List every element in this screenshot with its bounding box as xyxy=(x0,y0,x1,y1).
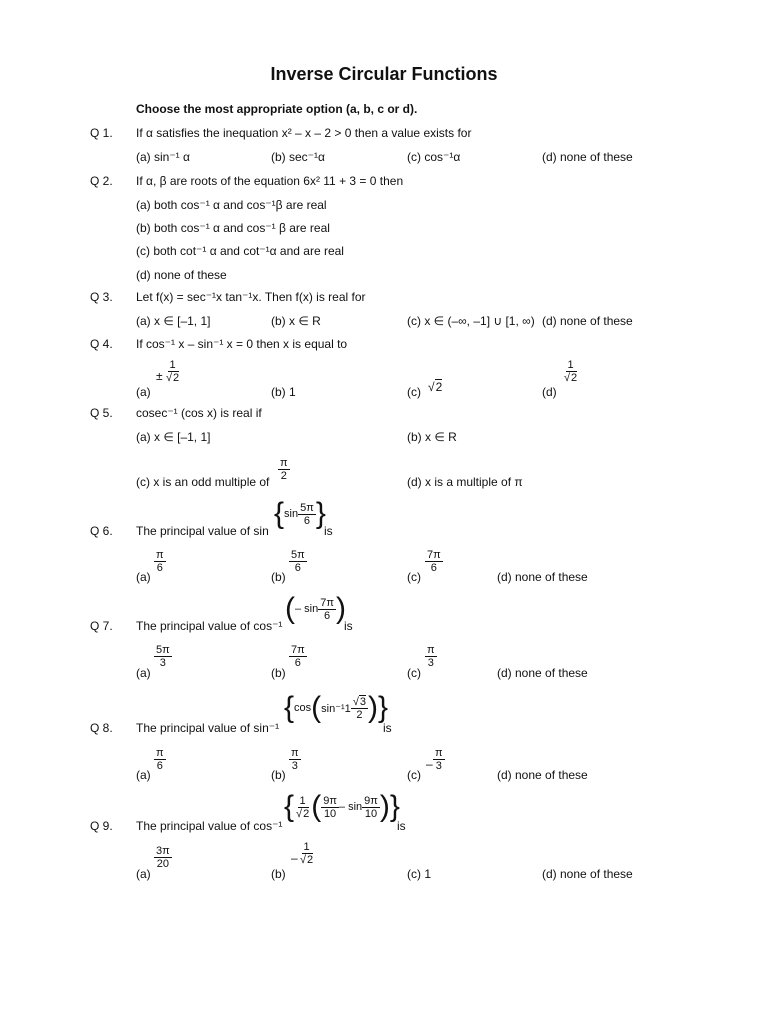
option-b: (b) 1 xyxy=(271,385,296,399)
question-text-end: is xyxy=(324,524,333,538)
numerator: 9π xyxy=(323,794,337,807)
option-d: (d) x is a multiple of π xyxy=(407,475,523,489)
radicand: 3 xyxy=(359,695,366,708)
option-b-fraction xyxy=(289,747,301,772)
question-text-end: is xyxy=(397,819,406,833)
numerator: 9π xyxy=(364,794,378,807)
option-a: (a) x ∈ [–1, 1] xyxy=(136,430,211,444)
numerator: π xyxy=(291,747,299,759)
option-b: (b) xyxy=(271,666,286,680)
option-a-fraction xyxy=(154,644,172,669)
denominator: 6 xyxy=(324,609,331,622)
question-text-end: is xyxy=(383,721,392,735)
question-text: If α satisfies the inequation x² – x – 2 > 0 then a value exists for xyxy=(136,126,472,140)
question-number: Q 3. xyxy=(90,290,113,304)
question-text: The principal value of sin xyxy=(136,524,269,538)
option-d: (d) xyxy=(542,385,557,399)
numerator: 5π xyxy=(291,549,305,561)
option-c-fraction xyxy=(278,457,290,482)
option-c-fraction xyxy=(425,549,443,574)
question-text: The principal value of cos⁻¹ xyxy=(136,619,283,633)
radicand: 2 xyxy=(303,807,310,820)
question-number: Q 9. xyxy=(90,819,113,833)
numerator: π xyxy=(280,457,288,469)
numerator: 3π xyxy=(156,845,170,857)
question-text: cosec⁻¹ (cos x) is real if xyxy=(136,406,262,420)
numerator: 1 xyxy=(303,841,310,853)
option-a: (a) xyxy=(136,666,151,680)
option-b: (b) sec⁻¹α xyxy=(271,150,325,164)
plus-minus-sign: ± xyxy=(156,369,163,383)
radicand: 2 xyxy=(571,372,578,384)
question-number: Q 7. xyxy=(90,619,113,633)
right-brace: } xyxy=(377,691,389,724)
option-d: (d) none of these xyxy=(136,268,227,282)
minus-sign: – xyxy=(426,757,433,771)
instructions: Choose the most appropriate option (a, b, c or d). xyxy=(136,102,418,116)
option-a-fraction xyxy=(164,359,181,384)
radicand: 2 xyxy=(435,380,443,394)
denominator: 6 xyxy=(303,514,311,527)
denominator: 6 xyxy=(430,562,437,574)
numerator: π xyxy=(435,747,443,759)
denominator: √2 xyxy=(166,372,180,384)
option-a-fraction xyxy=(154,747,166,772)
option-d: (d) none of these xyxy=(542,867,633,881)
option-d: (d) none of these xyxy=(542,314,633,328)
numerator: √3 xyxy=(352,695,366,708)
question-text: The principal value of sin⁻¹ xyxy=(136,721,280,735)
numerator: π xyxy=(427,644,435,656)
left-paren: ( xyxy=(311,790,322,823)
option-b: (b) both cos⁻¹ α and cos⁻¹ β are real xyxy=(136,221,330,235)
numerator: 5π xyxy=(300,501,314,514)
denominator: 2 xyxy=(356,708,363,721)
option-c: (c) xyxy=(407,666,421,680)
right-brace: } xyxy=(315,497,326,530)
option-c: (c) 1 xyxy=(407,867,431,881)
option-d-fraction xyxy=(562,359,579,384)
option-b: (b) xyxy=(271,867,286,881)
option-c-fraction xyxy=(433,747,445,772)
numerator: 1 xyxy=(567,359,574,371)
angle-fraction xyxy=(321,795,339,820)
page-title: Inverse Circular Functions xyxy=(270,64,498,84)
option-d: (d) none of these xyxy=(497,570,588,584)
question-number: Q 4. xyxy=(90,337,113,351)
angle-fraction xyxy=(298,502,316,527)
denominator: √2 xyxy=(300,854,314,866)
option-d: (d) none of these xyxy=(497,666,588,680)
denominator: 10 xyxy=(364,807,378,820)
option-a: (a) sin⁻¹ α xyxy=(136,150,190,164)
left-paren: ( xyxy=(311,691,322,724)
cos-function: cos xyxy=(294,702,312,714)
angle-fraction xyxy=(318,597,336,622)
question-number: Q 1. xyxy=(90,126,113,140)
option-c: (c) xyxy=(407,768,421,782)
value-fraction xyxy=(351,696,368,721)
sine-angle-fraction xyxy=(362,795,380,820)
denominator: 6 xyxy=(156,760,163,772)
question-expression xyxy=(284,792,400,822)
option-c-fraction xyxy=(425,644,437,669)
question-text-end: is xyxy=(344,619,353,633)
denominator: 10 xyxy=(323,807,337,820)
denominator: 6 xyxy=(294,657,301,669)
denominator: 20 xyxy=(156,858,169,870)
option-b: (b) xyxy=(271,768,286,782)
option-a: (a) xyxy=(136,385,151,399)
question-text: Let f(x) = sec⁻¹x tan⁻¹x. Then f(x) is real for xyxy=(136,290,366,304)
denominator: 6 xyxy=(156,562,163,574)
numerator: 7π xyxy=(320,596,334,609)
right-paren: ) xyxy=(335,592,346,625)
option-d: (d) none of these xyxy=(542,150,633,164)
denominator: √2 xyxy=(296,807,310,820)
option-c: (c) both cot⁻¹ α and cot⁻¹α and are real xyxy=(136,244,344,258)
left-brace: { xyxy=(284,790,295,823)
right-paren: ) xyxy=(379,790,390,823)
option-d: (d) none of these xyxy=(497,768,588,782)
denominator: 3 xyxy=(427,657,434,669)
option-b: (b) xyxy=(271,570,286,584)
numerator: 7π xyxy=(427,549,441,561)
question-text: If α, β are roots of the equation 6x² 11 + 3 = 0 then xyxy=(136,174,404,188)
left-brace: { xyxy=(274,497,285,530)
option-a: (a) both cos⁻¹ α and cos⁻¹β are real xyxy=(136,198,327,212)
option-c: (c) x is an odd multiple of xyxy=(136,475,270,489)
option-a-fraction xyxy=(154,549,166,574)
question-number: Q 2. xyxy=(90,174,113,188)
question-expression xyxy=(274,499,326,529)
minus-sign: – xyxy=(291,851,298,865)
numerator: π xyxy=(156,549,164,561)
option-a-fraction xyxy=(154,845,172,870)
radicand: 2 xyxy=(173,372,180,384)
option-b: (b) x ∈ R xyxy=(271,314,321,328)
question-number: Q 8. xyxy=(90,721,113,735)
left-brace: { xyxy=(284,691,295,724)
option-b-fraction xyxy=(289,549,307,574)
denominator: 6 xyxy=(294,562,301,574)
question-text: The principal value of cos⁻¹ xyxy=(136,819,283,833)
numerator: 1 xyxy=(169,359,176,371)
radicand: 2 xyxy=(307,854,314,866)
right-paren: ) xyxy=(367,691,378,724)
function-name: sin xyxy=(284,508,299,520)
function-name: – sin xyxy=(295,603,319,615)
denominator: 2 xyxy=(280,470,287,482)
option-a: (a) xyxy=(136,570,151,584)
denominator: 3 xyxy=(159,657,166,669)
option-c: (c) cos⁻¹α xyxy=(407,150,461,164)
option-a: (a) x ∈ [–1, 1] xyxy=(136,314,211,328)
numerator: 5π xyxy=(156,644,170,656)
option-a: (a) xyxy=(136,867,151,881)
option-c: (c) x ∈ (–∞, –1] ∪ [1, ∞) xyxy=(407,314,535,328)
option-c: (c) xyxy=(407,570,421,584)
question-expression xyxy=(284,693,388,723)
question-text: If cos⁻¹ x – sin⁻¹ x = 0 then x is equal to xyxy=(136,337,348,351)
option-b-fraction xyxy=(298,841,315,866)
question-number: Q 6. xyxy=(90,524,113,538)
option-c: (c) xyxy=(407,385,421,399)
left-paren: ( xyxy=(285,592,295,625)
numerator: 7π xyxy=(291,644,305,656)
denominator: √2 xyxy=(564,372,578,384)
option-a: (a) xyxy=(136,768,151,782)
question-expression xyxy=(285,594,346,624)
question-number: Q 5. xyxy=(90,406,113,420)
numerator: 1 xyxy=(299,794,306,807)
numerator: π xyxy=(156,747,164,759)
option-b-fraction xyxy=(289,644,307,669)
denominator: 3 xyxy=(291,760,298,772)
inverse-sine: sin⁻¹1 xyxy=(321,702,351,715)
option-b: (b) x ∈ R xyxy=(407,430,457,444)
right-brace: } xyxy=(389,790,400,823)
coefficient-fraction xyxy=(294,795,311,820)
denominator: 3 xyxy=(435,760,442,772)
option-c-value: √2 xyxy=(428,380,443,394)
minus-sine: – sin xyxy=(338,801,363,813)
